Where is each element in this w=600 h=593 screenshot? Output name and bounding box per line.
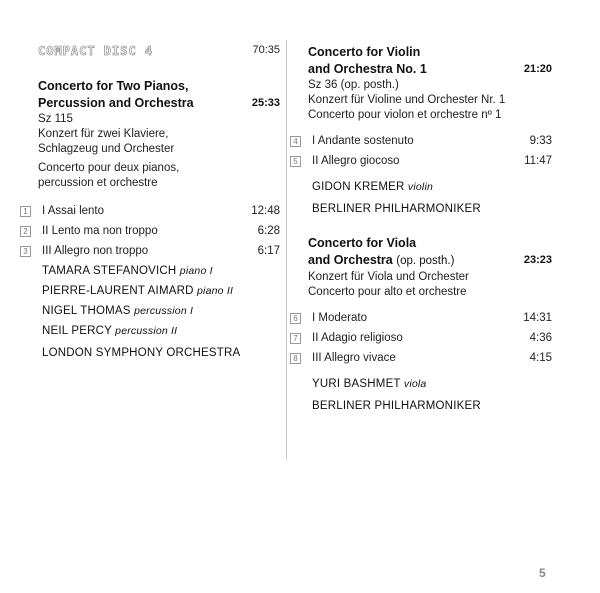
- work-title-line2: Percussion and Orchestra: [38, 96, 194, 110]
- track-time: 14:31: [523, 312, 552, 324]
- performer-role: piano II: [197, 285, 234, 297]
- track-title: I Moderato: [312, 312, 367, 324]
- performer-name: GIDON KREMER: [312, 181, 405, 193]
- track-row: [290, 131, 552, 151]
- track-title: II Adagio religioso: [312, 332, 403, 344]
- track-time: 12:48: [251, 205, 280, 217]
- performer-list: [312, 177, 552, 219]
- work-title-row2: [308, 252, 552, 270]
- performer-list: [42, 261, 280, 363]
- performer-name: NIGEL THOMAS: [42, 305, 131, 317]
- performer-role: percussion I: [134, 305, 194, 317]
- performer: [42, 301, 280, 321]
- work-french: Concerto pour violon et orchestre nº 1: [308, 109, 502, 121]
- track-time: 6:28: [257, 225, 280, 237]
- performer-name: NEIL PERCY: [42, 325, 112, 337]
- track-row: [20, 221, 280, 241]
- page-number: 5: [539, 566, 546, 580]
- work-german: Konzert für Violine und Orchester Nr. 1: [308, 94, 506, 106]
- track-number: 7: [290, 333, 301, 344]
- track-title: III Allegro non troppo: [42, 245, 149, 257]
- work-title-line1: Concerto for Two Pianos,: [38, 79, 189, 93]
- work-german-line1: Konzert für zwei Klaviere,: [38, 128, 169, 140]
- work-catalog: Sz 115: [38, 113, 73, 125]
- track-row: [290, 308, 552, 328]
- track-list: [290, 131, 552, 171]
- track-number: 4: [290, 136, 301, 147]
- track-time: 11:47: [524, 155, 552, 167]
- performer-role: piano I: [179, 265, 213, 277]
- work-duration: 25:33: [251, 97, 280, 109]
- track-title: III Allegro vivace: [312, 352, 396, 364]
- performer-role: viola: [403, 378, 427, 390]
- performer-name: LONDON SYMPHONY ORCHESTRA: [42, 347, 241, 359]
- track-number: 2: [20, 226, 31, 237]
- work-catalog: Sz 36 (op. posth.): [308, 79, 399, 91]
- work-french-line1: Concerto pour deux pianos,: [38, 162, 180, 174]
- work-duration: 23:23: [523, 254, 552, 266]
- track-title: I Andante sostenuto: [312, 135, 414, 147]
- track-title: II Allegro giocoso: [312, 155, 400, 167]
- work-french-line2: percussion et orchestre: [38, 177, 158, 189]
- work-title-row2: [38, 95, 280, 112]
- track-row: [290, 348, 552, 368]
- track-number: 5: [290, 156, 301, 167]
- performer: [42, 343, 280, 363]
- performer-name: TAMARA STEFANOVICH: [42, 265, 177, 277]
- track-title: II Lento ma non troppo: [42, 225, 158, 237]
- track-time: 9:33: [529, 135, 552, 147]
- performer-name: BERLINER PHILHARMONIKER: [312, 203, 481, 215]
- track-title: I Assai lento: [42, 205, 105, 217]
- right-column: [290, 44, 552, 416]
- disc-total-time: 70:35: [252, 44, 280, 56]
- work-german-line2: Schlagzeug und Orchester: [38, 143, 175, 155]
- track-time: 6:17: [257, 245, 280, 257]
- left-column: [20, 44, 280, 363]
- performer: [42, 321, 280, 341]
- track-number: 8: [290, 353, 301, 364]
- track-time: 4:15: [529, 352, 552, 364]
- track-time: 4:36: [529, 332, 552, 344]
- violin-concerto: [308, 44, 552, 123]
- track-list: [20, 201, 280, 261]
- track-number: 1: [20, 206, 31, 217]
- work-title-line1: Concerto for Viola: [308, 236, 417, 250]
- performer-name: PIERRE-LAURENT AIMARD: [42, 285, 194, 297]
- performer-role: violin: [407, 181, 434, 193]
- track-row: [20, 241, 280, 261]
- performer: [312, 374, 552, 394]
- work-title-row2: [308, 61, 552, 78]
- track-list: [290, 308, 552, 368]
- performer-name: BERLINER PHILHARMONIKER: [312, 400, 481, 412]
- disc-header: [38, 44, 280, 66]
- performer: [42, 281, 280, 301]
- column-divider: [286, 40, 287, 460]
- performer: [42, 261, 280, 281]
- work-title-line1: Concerto for Violin: [308, 45, 421, 59]
- work-title-line2: and Orchestra: [308, 253, 393, 267]
- track-row: [290, 328, 552, 348]
- work-title-line2: and Orchestra No. 1: [308, 62, 427, 76]
- track-row: [20, 201, 280, 221]
- work-german: Konzert für Viola und Orchester: [308, 271, 469, 283]
- work-french: Concerto pour alto et orchestre: [308, 286, 467, 298]
- performer: [312, 396, 552, 416]
- performer-role: percussion II: [115, 325, 178, 337]
- performer: [312, 199, 552, 219]
- two-pianos-concerto: [38, 78, 280, 191]
- performer-list: [312, 374, 552, 416]
- viola-concerto: [308, 235, 552, 300]
- track-number: 6: [290, 313, 301, 324]
- disc-label: COMPACT DISC 4: [38, 44, 154, 58]
- performer-name: YURI BASHMET: [312, 378, 401, 390]
- work-duration: 21:20: [523, 63, 552, 75]
- track-row: [290, 151, 552, 171]
- work-opus: (op. posth.): [396, 255, 455, 267]
- track-number: 3: [20, 246, 31, 257]
- performer: [312, 177, 552, 197]
